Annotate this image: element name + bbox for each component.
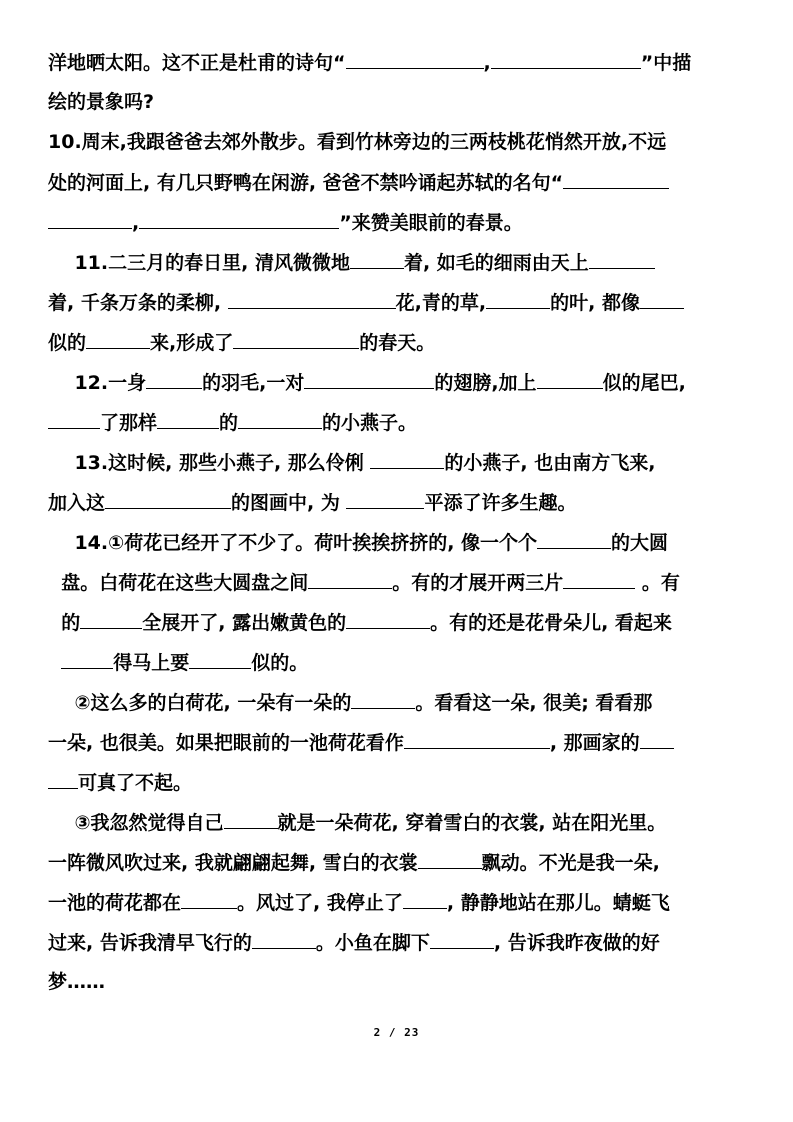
text-line — [48, 530, 668, 554]
line-text: 11.二三月的春日里, 清风微微地 — [48, 252, 350, 274]
fill-in-blank[interactable] — [640, 730, 674, 749]
text-line — [48, 410, 417, 434]
line-text: , 静静地站在那儿。蜻蜓飞 — [446, 892, 670, 914]
fill-in-blank[interactable] — [304, 370, 434, 389]
line-text: 处的河面上, 有几只野鸭在闲游, 爸爸不禁吟诵起苏轼的名句“ — [48, 172, 564, 194]
line-text: 13.这时候, 那些小燕子, 那么伶俐 — [48, 452, 371, 474]
fill-in-blank[interactable] — [430, 930, 494, 949]
line-text: 飘动。不光是我一朵, — [481, 852, 660, 874]
fill-in-blank[interactable] — [181, 890, 237, 909]
text-line — [48, 370, 686, 394]
fill-in-blank[interactable] — [238, 410, 322, 429]
line-text: 12.一身 — [48, 372, 147, 394]
line-text: 。有的还是花骨朵儿, 看起来 — [430, 612, 672, 634]
text-line — [48, 890, 670, 914]
fill-in-blank[interactable] — [589, 250, 655, 269]
line-text: 。有 — [635, 572, 680, 594]
text-line — [48, 50, 691, 74]
fill-in-blank[interactable] — [563, 170, 669, 189]
fill-in-blank[interactable] — [346, 50, 484, 69]
fill-in-blank[interactable] — [537, 370, 603, 389]
fill-in-blank[interactable] — [404, 730, 550, 749]
text-line — [48, 250, 655, 274]
line-text: 的 — [219, 412, 239, 434]
line-text: 的羽毛,一对 — [202, 372, 305, 394]
fill-in-blank[interactable] — [537, 530, 611, 549]
fill-in-blank[interactable] — [486, 290, 550, 309]
text-line — [48, 930, 660, 954]
line-text: 的翅膀,加上 — [434, 372, 537, 394]
line-text: 14.①荷花已经开了不少了。荷叶挨挨挤挤的, 像一个个 — [48, 532, 538, 554]
text-line — [48, 90, 154, 114]
line-text: 。看看这一朵, 很美; 看看那 — [415, 692, 653, 714]
fill-in-blank[interactable] — [146, 370, 202, 389]
line-text: , 那画家的 — [549, 732, 640, 754]
text-line — [48, 690, 652, 714]
fill-in-blank[interactable] — [61, 650, 113, 669]
line-text: 梦…… — [48, 971, 106, 993]
text-line — [48, 490, 576, 514]
fill-in-blank[interactable] — [351, 690, 415, 709]
line-text: 平添了许多生趣。 — [424, 492, 577, 514]
fill-in-blank[interactable] — [346, 610, 430, 629]
line-text: 可真了不起。 — [78, 772, 193, 794]
line-text: , — [132, 212, 140, 234]
text-line — [48, 330, 435, 354]
line-text: 一朵, 也很美。如果把眼前的一池荷花看作 — [48, 732, 404, 754]
line-text: 。小鱼在脚下 — [315, 932, 430, 954]
line-text — [48, 652, 61, 674]
fill-in-blank[interactable] — [252, 930, 316, 949]
fill-in-blank[interactable] — [48, 770, 78, 789]
line-text: 绘的景象吗? — [48, 91, 155, 113]
line-text: 花,青的草, — [395, 292, 487, 314]
fill-in-blank[interactable] — [350, 250, 404, 269]
line-text: 的大圆 — [611, 532, 669, 554]
line-text: 盘。白荷花在这些大圆盘之间 — [48, 572, 309, 594]
fill-in-blank[interactable] — [370, 450, 444, 469]
line-text: 似的 — [48, 332, 87, 354]
line-text: ”来赞美眼前的春景。 — [339, 212, 523, 234]
line-text: ”中描 — [640, 52, 692, 74]
line-text: 一阵微风吹过来, 我就翩翩起舞, 雪白的衣裳 — [48, 852, 418, 874]
line-text: 来,形成了 — [150, 332, 234, 354]
line-text: 洋地晒太阳。这不正是杜甫的诗句“ — [48, 52, 346, 74]
fill-in-blank[interactable] — [228, 290, 396, 309]
text-line — [48, 570, 680, 594]
fill-in-blank[interactable] — [563, 570, 635, 589]
fill-in-blank[interactable] — [403, 890, 447, 909]
line-text: , — [483, 52, 491, 74]
text-line — [48, 650, 308, 674]
line-text: 。有的才展开两三片 — [392, 572, 564, 594]
fill-in-blank[interactable] — [157, 410, 219, 429]
line-text: 着, 千条万条的柔柳, — [48, 292, 228, 314]
text-line — [48, 850, 660, 874]
line-text: 的叶, 都像 — [550, 292, 640, 314]
fill-in-blank[interactable] — [224, 810, 278, 829]
text-line — [48, 210, 523, 234]
fill-in-blank[interactable] — [105, 490, 231, 509]
line-text: 似的尾巴, — [602, 372, 686, 394]
line-text: ③我忽然觉得自己 — [48, 812, 224, 834]
text-line — [48, 130, 666, 154]
fill-in-blank[interactable] — [308, 570, 392, 589]
line-text: 。风过了, 我停止了 — [237, 892, 403, 914]
text-line — [48, 730, 674, 754]
fill-in-blank[interactable] — [189, 650, 251, 669]
text-line — [48, 770, 192, 794]
text-line — [48, 610, 672, 634]
text-line — [48, 290, 684, 314]
text-line — [48, 170, 669, 194]
fill-in-blank[interactable] — [80, 610, 142, 629]
fill-in-blank[interactable] — [491, 50, 641, 69]
fill-in-blank[interactable] — [640, 290, 684, 309]
fill-in-blank[interactable] — [418, 850, 482, 869]
page-number: 2 / 23 — [373, 1026, 420, 1039]
fill-in-blank[interactable] — [346, 490, 424, 509]
line-text: 过来, 告诉我清早飞行的 — [48, 932, 252, 954]
line-text: ②这么多的白荷花, 一朵有一朵的 — [48, 692, 352, 714]
line-text: 似的。 — [251, 652, 309, 674]
fill-in-blank[interactable] — [48, 210, 132, 229]
text-line — [48, 810, 666, 834]
text-line — [48, 450, 655, 474]
fill-in-blank[interactable] — [233, 330, 359, 349]
text-line — [48, 970, 105, 994]
line-text: 着, 如毛的细雨由天上 — [403, 252, 589, 274]
line-text: 全展开了, 露出嫩黄色的 — [142, 612, 347, 634]
line-text: 的春天。 — [359, 332, 436, 354]
line-text: 一池的荷花都在 — [48, 892, 182, 914]
line-text: 得马上要 — [113, 652, 190, 674]
line-text: 的 — [48, 612, 81, 634]
fill-in-blank[interactable] — [139, 210, 339, 229]
line-text: 的图画中, 为 — [231, 492, 347, 514]
line-text: 的小燕子。 — [322, 412, 418, 434]
line-text: 加入这 — [48, 492, 106, 514]
line-text: 的小燕子, 也由南方飞来, — [444, 452, 656, 474]
fill-in-blank[interactable] — [48, 410, 100, 429]
line-text: , 告诉我昨夜做的好 — [493, 932, 660, 954]
line-text: 就是一朵荷花, 穿着雪白的衣裳, 站在阳光里。 — [277, 812, 667, 834]
line-text: 了那样 — [100, 412, 158, 434]
line-text: 10.周末,我跟爸爸去郊外散步。看到竹林旁边的三两枝桃花悄然开放,不远 — [48, 131, 667, 153]
fill-in-blank[interactable] — [86, 330, 150, 349]
